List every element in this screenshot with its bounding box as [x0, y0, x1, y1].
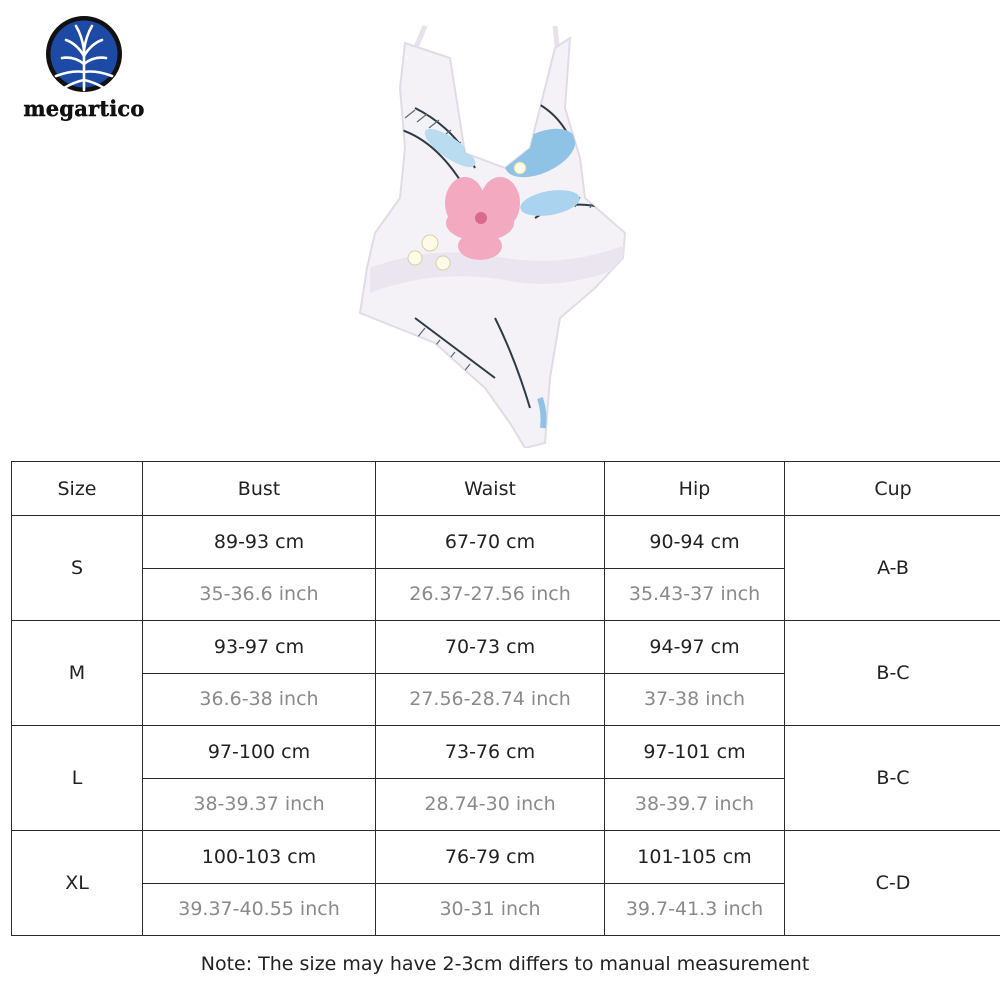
- size-label: XL: [12, 831, 143, 936]
- hip-cm: 101-105 cm: [605, 831, 785, 884]
- cup-value: B-C: [785, 621, 1000, 726]
- bust-cm: 100-103 cm: [143, 831, 376, 884]
- waist-inch: 27.56-28.74 inch: [376, 673, 605, 726]
- hip-inch: 39.7-41.3 inch: [605, 883, 785, 936]
- hip-cm: 90-94 cm: [605, 516, 785, 569]
- bust-cm: 93-97 cm: [143, 621, 376, 674]
- tree-logo-icon: [44, 14, 124, 94]
- cup-value: C-D: [785, 831, 1000, 936]
- hip-cm: 94-97 cm: [605, 621, 785, 674]
- product-swimsuit-image: [355, 18, 645, 448]
- waist-inch: 26.37-27.56 inch: [376, 568, 605, 621]
- table-header-row: [12, 462, 1000, 516]
- brand-logo: [14, 14, 154, 124]
- brand-wordmark: megartico: [23, 96, 145, 121]
- bust-inch: 38-39.37 inch: [143, 778, 376, 831]
- waist-cm: 70-73 cm: [376, 621, 605, 674]
- table-row: [12, 726, 1000, 779]
- table-row: [12, 831, 1000, 884]
- cup-value: A-B: [785, 516, 1000, 621]
- size-note: Note: The size may have 2-3cm differs to manual measurement: [200, 953, 810, 975]
- bust-cm: 89-93 cm: [143, 516, 376, 569]
- size-label: S: [12, 516, 143, 621]
- hip-inch: 37-38 inch: [605, 673, 785, 726]
- header-cup: Cup: [785, 462, 1000, 516]
- table-row: [12, 621, 1000, 674]
- header-size: Size: [12, 462, 143, 516]
- hip-inch: 35.43-37 inch: [605, 568, 785, 621]
- bust-inch: 39.37-40.55 inch: [143, 883, 376, 936]
- size-chart-table: [11, 461, 1000, 936]
- size-label: L: [12, 726, 143, 831]
- waist-cm: 73-76 cm: [376, 726, 605, 779]
- header-waist: Waist: [376, 462, 605, 516]
- table-row: [12, 516, 1000, 569]
- header-hip: Hip: [605, 462, 785, 516]
- waist-inch: 30-31 inch: [376, 883, 605, 936]
- header-bust: Bust: [143, 462, 376, 516]
- waist-inch: 28.74-30 inch: [376, 778, 605, 831]
- bust-inch: 36.6-38 inch: [143, 673, 376, 726]
- hip-cm: 97-101 cm: [605, 726, 785, 779]
- hip-inch: 38-39.7 inch: [605, 778, 785, 831]
- waist-cm: 76-79 cm: [376, 831, 605, 884]
- size-label: M: [12, 621, 143, 726]
- bust-cm: 97-100 cm: [143, 726, 376, 779]
- bust-inch: 35-36.6 inch: [143, 568, 376, 621]
- cup-value: B-C: [785, 726, 1000, 831]
- waist-cm: 67-70 cm: [376, 516, 605, 569]
